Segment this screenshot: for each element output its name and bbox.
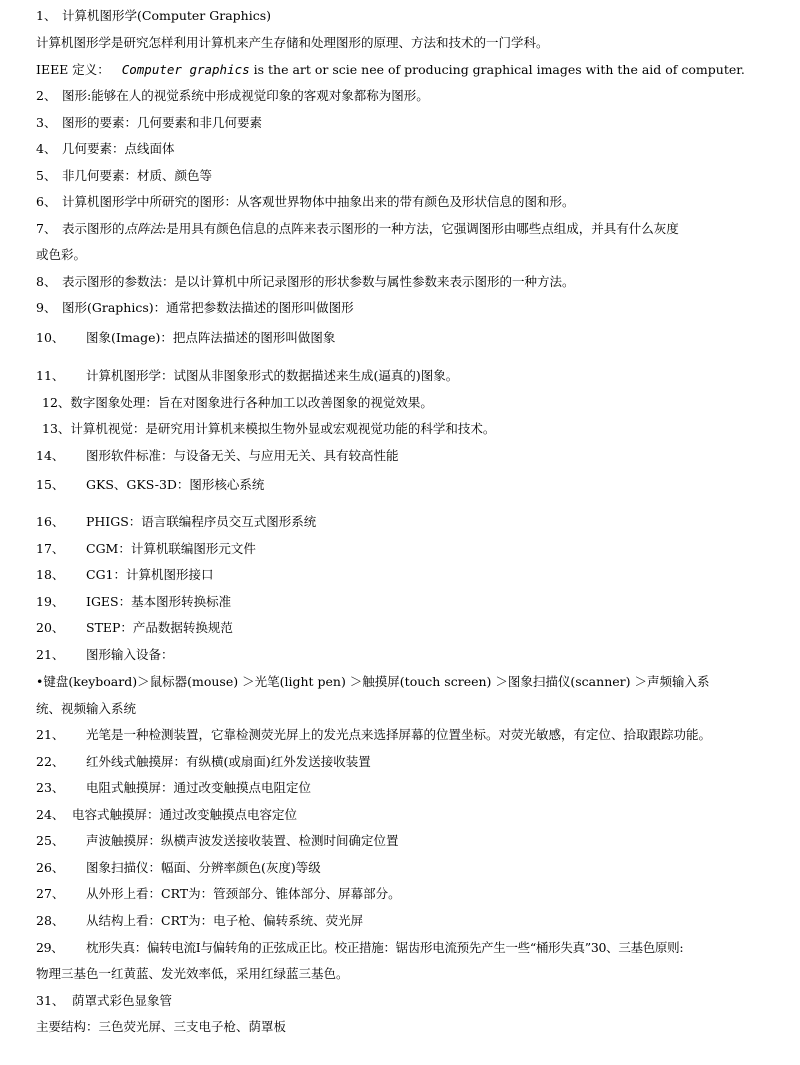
item-18 [36,567,214,583]
ieee-prefix: IEEE 定义： [36,62,110,77]
item-text: GKS、GKS-3D：图形核心系统 [86,477,265,492]
item-10 [36,330,335,346]
item-text: 几何要素：点线面体 [62,141,175,156]
item-text: 图象(Image)：把点阵法描述的图形叫做图象 [86,330,336,345]
item-22 [36,754,371,770]
item-text: 图形软件标准：与设备无关、与应用无关、具有较高性能 [86,448,399,463]
item-21 [36,647,174,663]
item-31 [36,993,172,1009]
item-8 [36,274,575,290]
item-text: 从外形上看：CRT为：管颈部分、锥体部分、屏幕部分。 [86,886,401,901]
item-text: STEP：产品数据转换规范 [86,620,233,635]
item-29 [36,940,683,956]
item-17 [36,541,256,557]
item-2 [36,88,429,104]
item-24 [36,807,297,823]
item-9 [36,300,354,316]
item-27 [36,886,401,902]
item-number: 16、 [36,514,65,529]
item-20 [36,620,233,636]
item-number: 28、 [36,913,65,928]
item-29-continued [36,966,349,982]
item-1 [36,8,271,24]
item-number: 20、 [36,620,65,635]
ieee-definition [36,62,745,78]
item-19 [36,594,231,610]
item-7 [36,221,679,237]
item-term: 点阵法: [124,221,167,236]
item-text: 图形输入设备： [86,647,174,662]
item-text: 计算机图形学中所研究的图形：从客观世界物体中抽象出来的带有颜色及形状信息的图和形。 [62,194,575,209]
item-text: CG1：计算机图形接口 [86,567,214,582]
item-5 [36,168,212,184]
item-text: 电阻式触摸屏：通过改变触摸点电阻定位 [86,780,312,795]
item-number: 18、 [36,567,65,582]
item-15 [36,477,264,493]
item-text: 从结构上看：CRT为：电子枪、偏转系统、荧光屏 [86,913,364,928]
item-text: 图象扫描仪：幅面、分辨率颜色(灰度)等级 [86,860,321,875]
item-number: 3、 [36,115,57,130]
paragraph-definition [36,35,549,51]
item-number: 6、 [36,194,57,209]
item-text: CGM：计算机联编图形元文件 [86,541,256,556]
item-number: 4、 [36,141,57,156]
item-number: 21、 [36,727,65,742]
item-21b [36,727,711,743]
item-text: 物理三基色一红黄蓝、发光效率低，采用红绿蓝三基色。 [36,966,349,981]
item-number: 25、 [36,833,65,848]
item-28 [36,913,363,929]
item-number: 17、 [36,541,65,556]
item-text: 枕形失真：偏转电流I与偏转角的正弦成正比。校正措施：锯齿形电流预先产生一些“桶形失真”30、三基色原则: [86,940,684,955]
item-number: 9、 [36,300,57,315]
item-7-continued [36,247,86,263]
item-number: 7、 [36,221,57,236]
item-26 [36,860,321,876]
item-text: •键盘(keyboard)＞鼠标器(mouse) ＞光笔(light pen) ＞触摸屏(touch screen) ＞图象扫描仪(scanner) ＞声频输入系 [36,674,710,689]
item-number: 22、 [36,754,65,769]
input-devices-list-continued [36,701,136,717]
item-13 [42,421,495,437]
item-number: 5、 [36,168,57,183]
item-number: 1、 [36,8,57,23]
item-text: 红外线式触摸屏：有纵横(或扇面)红外发送接收装置 [86,754,371,769]
item-text: 声波触摸屏：纵横声波发送接收装置、检测时间确定位置 [86,833,399,848]
item-text: 非几何要素：材质、颜色等 [62,168,213,183]
item-text: 12、数字图象处理：旨在对图象进行各种加工以改善图象的视觉效果。 [42,395,433,410]
item-25 [36,833,399,849]
paragraph-text: 计算机图形学是研究怎样利用计算机来产生存储和处理图形的原理、方法和技术的一门学科。 [36,35,549,50]
item-16 [36,514,316,530]
item-number: 14、 [36,448,65,463]
item-text: PHIGS：语言联编程序员交互式图形系统 [86,514,317,529]
item-text: 计算机图形学：试图从非图象形式的数据描述来生成(逼真的)图象。 [86,368,459,383]
item-number: 15、 [36,477,65,492]
item-text: 计算机图形学(Computer Graphics) [62,8,271,23]
item-number: 19、 [36,594,65,609]
item-text: IGES：基本图形转换标准 [86,594,232,609]
item-text: 光笔是一种检测装置，它靠检测荧光屏上的发光点来选择屏幕的位置坐标。对荧光敏感，有定位、拾取跟踪功能。 [86,727,712,742]
item-text: 是用具有颜色信息的点阵来表示图形的一种方法，它强调图形由哪些点组成，并具有什么灰度 [166,221,679,236]
item-text: 表示图形的参数法：是以计算机中所记录图形的形状参数与属性参数来表示图形的一种方法。 [62,274,575,289]
item-text: 图形:能够在人的视觉系统中形成视觉印象的客观对象都称为图形。 [62,88,429,103]
item-14 [36,448,399,464]
item-number: 11、 [36,368,65,383]
ieee-term: Computer graphics [121,62,250,77]
item-number: 2、 [36,88,57,103]
input-devices-list [36,674,709,690]
item-number: 10、 [36,330,65,345]
item-number: 29、 [36,940,64,955]
item-number: 31、 [36,993,65,1008]
item-text: 13、计算机视觉：是研究用计算机来模拟生物外显或宏观视觉功能的科学和技术。 [42,421,496,436]
ieee-text: is the art or scie nee of producing graphical images with the aid of computer. [249,62,745,77]
item-31-structure [36,1019,286,1035]
item-text: 电容式触摸屏：通过改变触摸点电容定位 [72,807,298,822]
item-text: 荫罩式彩色显象管 [72,993,173,1008]
item-text: 图形(Graphics)：通常把参数法描述的图形叫做图形 [62,300,354,315]
item-4 [36,141,175,157]
item-number: 27、 [36,886,65,901]
item-pre: 表示图形的 [62,221,125,236]
item-number: 8、 [36,274,57,289]
item-text: 统、视频输入系统 [36,701,137,716]
item-6 [36,194,575,210]
item-text: 主要结构：三色荧光屏、三支电子枪、荫罩板 [36,1019,287,1034]
item-text: 或色彩。 [36,247,87,262]
item-number: 24、 [36,807,65,822]
item-number: 26、 [36,860,65,875]
item-number: 23、 [36,780,65,795]
item-3 [36,115,262,131]
item-23 [36,780,311,796]
item-number: 21、 [36,647,65,662]
item-text: 图形的要素：几何要素和非几何要素 [62,115,263,130]
item-11 [36,368,458,384]
item-12 [42,395,433,411]
